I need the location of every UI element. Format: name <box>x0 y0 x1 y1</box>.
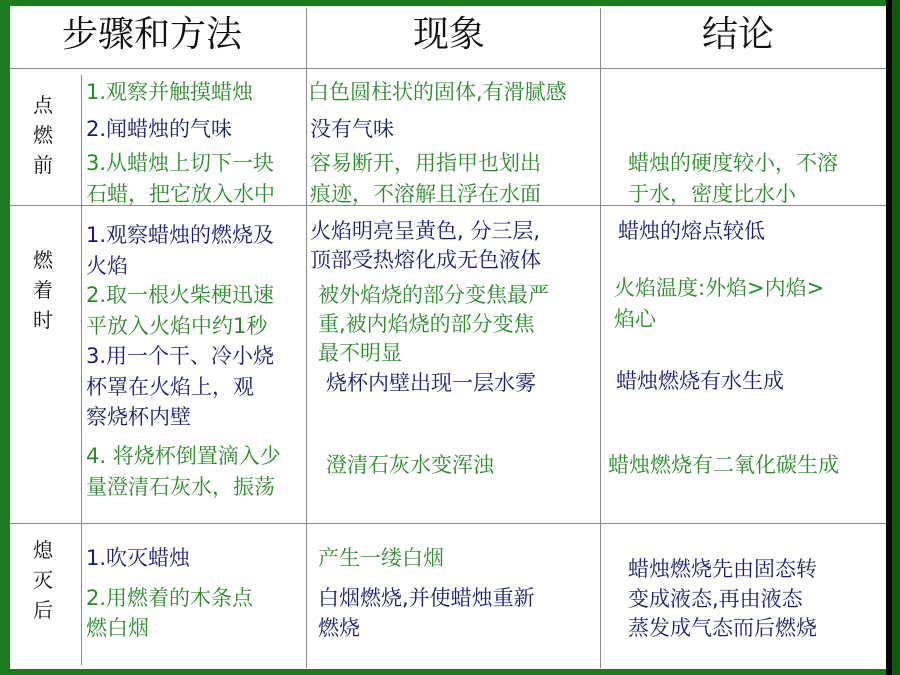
after-step-1: 1.吹灭蜡烛 <box>86 546 191 570</box>
header-phenomenon: 现象 <box>413 14 486 55</box>
slide-border-right <box>886 0 900 675</box>
burning-step-3-line-2: 杯罩在火焰上，观 <box>86 375 254 399</box>
burning-phenomenon-4: 澄清石灰水变浑浊 <box>326 453 494 477</box>
burning-phenomenon-2-line-3: 最不明显 <box>318 341 402 365</box>
before-phenomenon-3-line-1: 容易断开，用指甲也划出 <box>310 151 541 175</box>
row-divider-burning <box>10 523 886 524</box>
burning-step-2-line-1: 2.取一根火柴梗迅速 <box>86 283 275 307</box>
slide-border-left <box>0 0 10 675</box>
burning-phenomenon-1-line-2: 顶部受热熔化成无色液体 <box>310 248 541 272</box>
section-label-after <box>30 535 56 625</box>
before-phenomenon-1: 白色圆柱状的固体,有滑腻感 <box>308 80 567 104</box>
before-phenomenon-2: 没有气味 <box>310 117 394 141</box>
section-label-char: 点 <box>33 93 53 117</box>
burning-step-3-line-3: 察烧杯内壁 <box>86 405 191 429</box>
burning-phenomenon-1-line-1: 火焰明亮呈黄色, 分三层, <box>310 219 541 243</box>
column-divider-2 <box>600 8 601 668</box>
burning-phenomenon-2-line-1: 被外焰烧的部分变焦最严 <box>318 283 549 307</box>
section-label-char: 燃 <box>33 123 53 147</box>
before-conclusion-line-1: 蜡烛的硬度较小，不溶 <box>628 151 838 175</box>
column-divider-1 <box>306 8 307 668</box>
burning-phenomenon-3: 烧杯内壁出现一层水雾 <box>326 371 536 395</box>
after-phenomenon-2-line-2: 燃烧 <box>318 616 360 640</box>
burning-step-2-line-2: 平放入火焰中约1秒 <box>86 314 268 338</box>
burning-step-1-line-1: 1.观察蜡烛的燃烧及 <box>86 223 275 247</box>
before-phenomenon-3-line-2: 痕迹，不溶解且浮在水面 <box>310 182 541 206</box>
after-conclusion-line-2: 变成液态,再由液态 <box>628 587 803 611</box>
after-conclusion-line-1: 蜡烛燃烧先由固态转 <box>628 557 817 581</box>
section-label-char: 时 <box>33 308 53 332</box>
burning-step-1-line-2: 火焰 <box>86 254 128 278</box>
burning-conclusion-1: 蜡烛的熔点较低 <box>618 219 765 243</box>
burning-step-4-line-1: 4. 将烧杯倒置滴入少 <box>86 444 281 468</box>
before-step-1: 1.观察并触摸蜡烛 <box>86 80 254 104</box>
burning-conclusion-4: 蜡烛燃烧有二氧化碳生成 <box>608 453 839 477</box>
burning-phenomenon-2-line-2: 重,被内焰烧的部分变焦 <box>318 312 535 336</box>
header-divider <box>10 68 886 69</box>
section-label-before <box>30 90 56 180</box>
before-step-3-line-2: 石蜡，把它放入水中 <box>86 182 275 206</box>
after-phenomenon-1: 产生一缕白烟 <box>318 546 444 570</box>
section-label-char: 燃 <box>33 248 53 272</box>
section-label-char: 后 <box>33 598 53 622</box>
burning-step-3-line-1: 3.用一个干、冷小烧 <box>86 344 275 368</box>
section-label-char: 着 <box>33 278 53 302</box>
section-label-char: 前 <box>33 153 53 177</box>
after-step-2-line-2: 燃白烟 <box>86 616 149 640</box>
burning-conclusion-3: 蜡烛燃烧有水生成 <box>616 369 784 393</box>
header-steps: 步骤和方法 <box>62 14 243 55</box>
section-label-burning <box>30 245 56 335</box>
label-column-divider <box>81 75 82 665</box>
after-conclusion-line-3: 蒸发成气态而后燃烧 <box>628 616 817 640</box>
before-step-3-line-1: 3.从蜡烛上切下一块 <box>86 151 275 175</box>
before-step-2: 2.闻蜡烛的气味 <box>86 117 233 141</box>
before-conclusion-line-2: 于水，密度比水小 <box>628 182 796 206</box>
burning-conclusion-2-line-1: 火焰温度:外焰>内焰> <box>614 276 825 300</box>
after-phenomenon-2-line-1: 白烟燃烧,并使蜡烛重新 <box>318 586 535 610</box>
section-label-char: 熄 <box>33 538 53 562</box>
after-step-2-line-1: 2.用燃着的木条点 <box>86 586 254 610</box>
burning-step-4-line-2: 量澄清石灰水，振荡 <box>86 475 275 499</box>
burning-conclusion-2-line-2: 焰心 <box>614 307 656 331</box>
slide-border-top <box>0 0 900 6</box>
header-conclusion: 结论 <box>702 14 775 55</box>
slide-border-bottom <box>0 669 900 675</box>
section-label-char: 灭 <box>33 568 53 592</box>
